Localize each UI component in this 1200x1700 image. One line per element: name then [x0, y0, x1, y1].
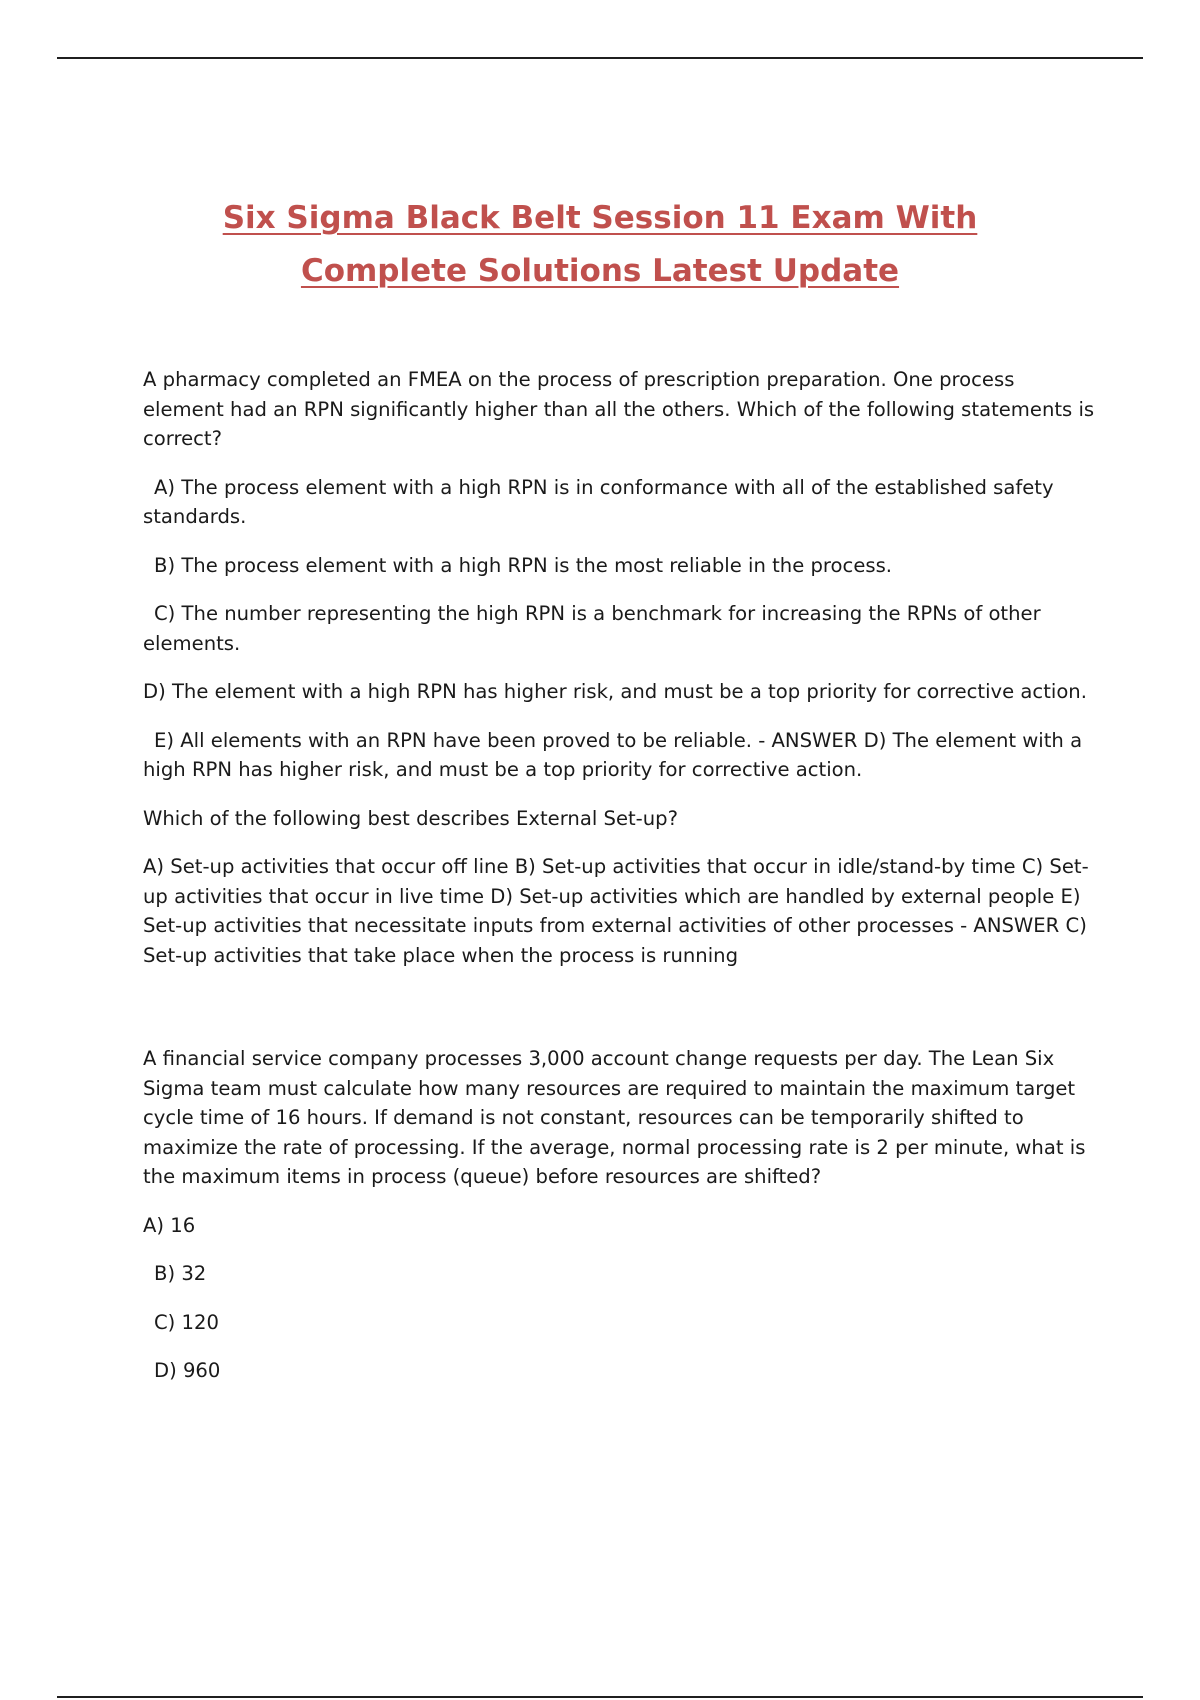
title-line-2: Complete Solutions Latest Update [300, 253, 900, 289]
question-3-option-a: A) 16 [143, 1213, 196, 1237]
header-rule [57, 57, 1143, 59]
question-1-option-a: A) The process element with a high RPN is in conformance with all of the established safety standards. [143, 475, 1054, 528]
question-3-option-d: D) 960 [154, 1359, 221, 1382]
question-3-stem: A financial service company processes 3,000 account change requests per day. The Lean Six Sigma team must calculate how many resources are required to maintain the maximum target cycle time of 16 hours. If demand is not constant, resources can be temporarily shifted to maximize the rate of processing. If the average, normal processing rate is 2 per minute, what is the maximum items in process (queue) before resources are shifted? [143, 1047, 1086, 1188]
document-body [143, 365, 1098, 1405]
footer-rule [57, 1696, 1143, 1698]
document-title [100, 192, 1100, 298]
question-3-option-c: C) 120 [154, 1310, 219, 1334]
question-1-option-b: B) The process element with a high RPN is the most reliable in the process. [154, 553, 893, 577]
question-1-option-d: D) The element with a high RPN has higher risk, and must be a top priority for corrective action. [143, 680, 1087, 703]
question-1-option-e-answer: E) All elements with an RPN have been proved to be reliable. - ANSWER D) The element with a high RPN has higher risk, and must be a top priority for corrective action. [143, 728, 1083, 781]
question-2-options-answer: A) Set-up activities that occur off line B) Set-up activities that occur in idle/stand-by time C) Set-up activities that occur in live time D) Set-up activities which are handled by external people E) Set-up activities that necessitate inputs from external activities of other processes - ANSWER C) Set-up activities that take place when the process is running [143, 855, 1089, 967]
question-2-stem: Which of the following best describes External Set-up? [143, 806, 679, 830]
section-spacer [143, 989, 1098, 1044]
question-1-option-c: C) The number representing the high RPN is a benchmark for increasing the RPNs of other elements. [143, 602, 1041, 655]
title-line-1: Six Sigma Black Belt Session 11 Exam With [222, 200, 978, 236]
question-3-option-b: B) 32 [154, 1262, 207, 1285]
question-1-stem: A pharmacy completed an FMEA on the process of prescription preparation. One process element had an RPN significantly higher than all the others. Which of the following statements is correct? [143, 368, 1095, 450]
